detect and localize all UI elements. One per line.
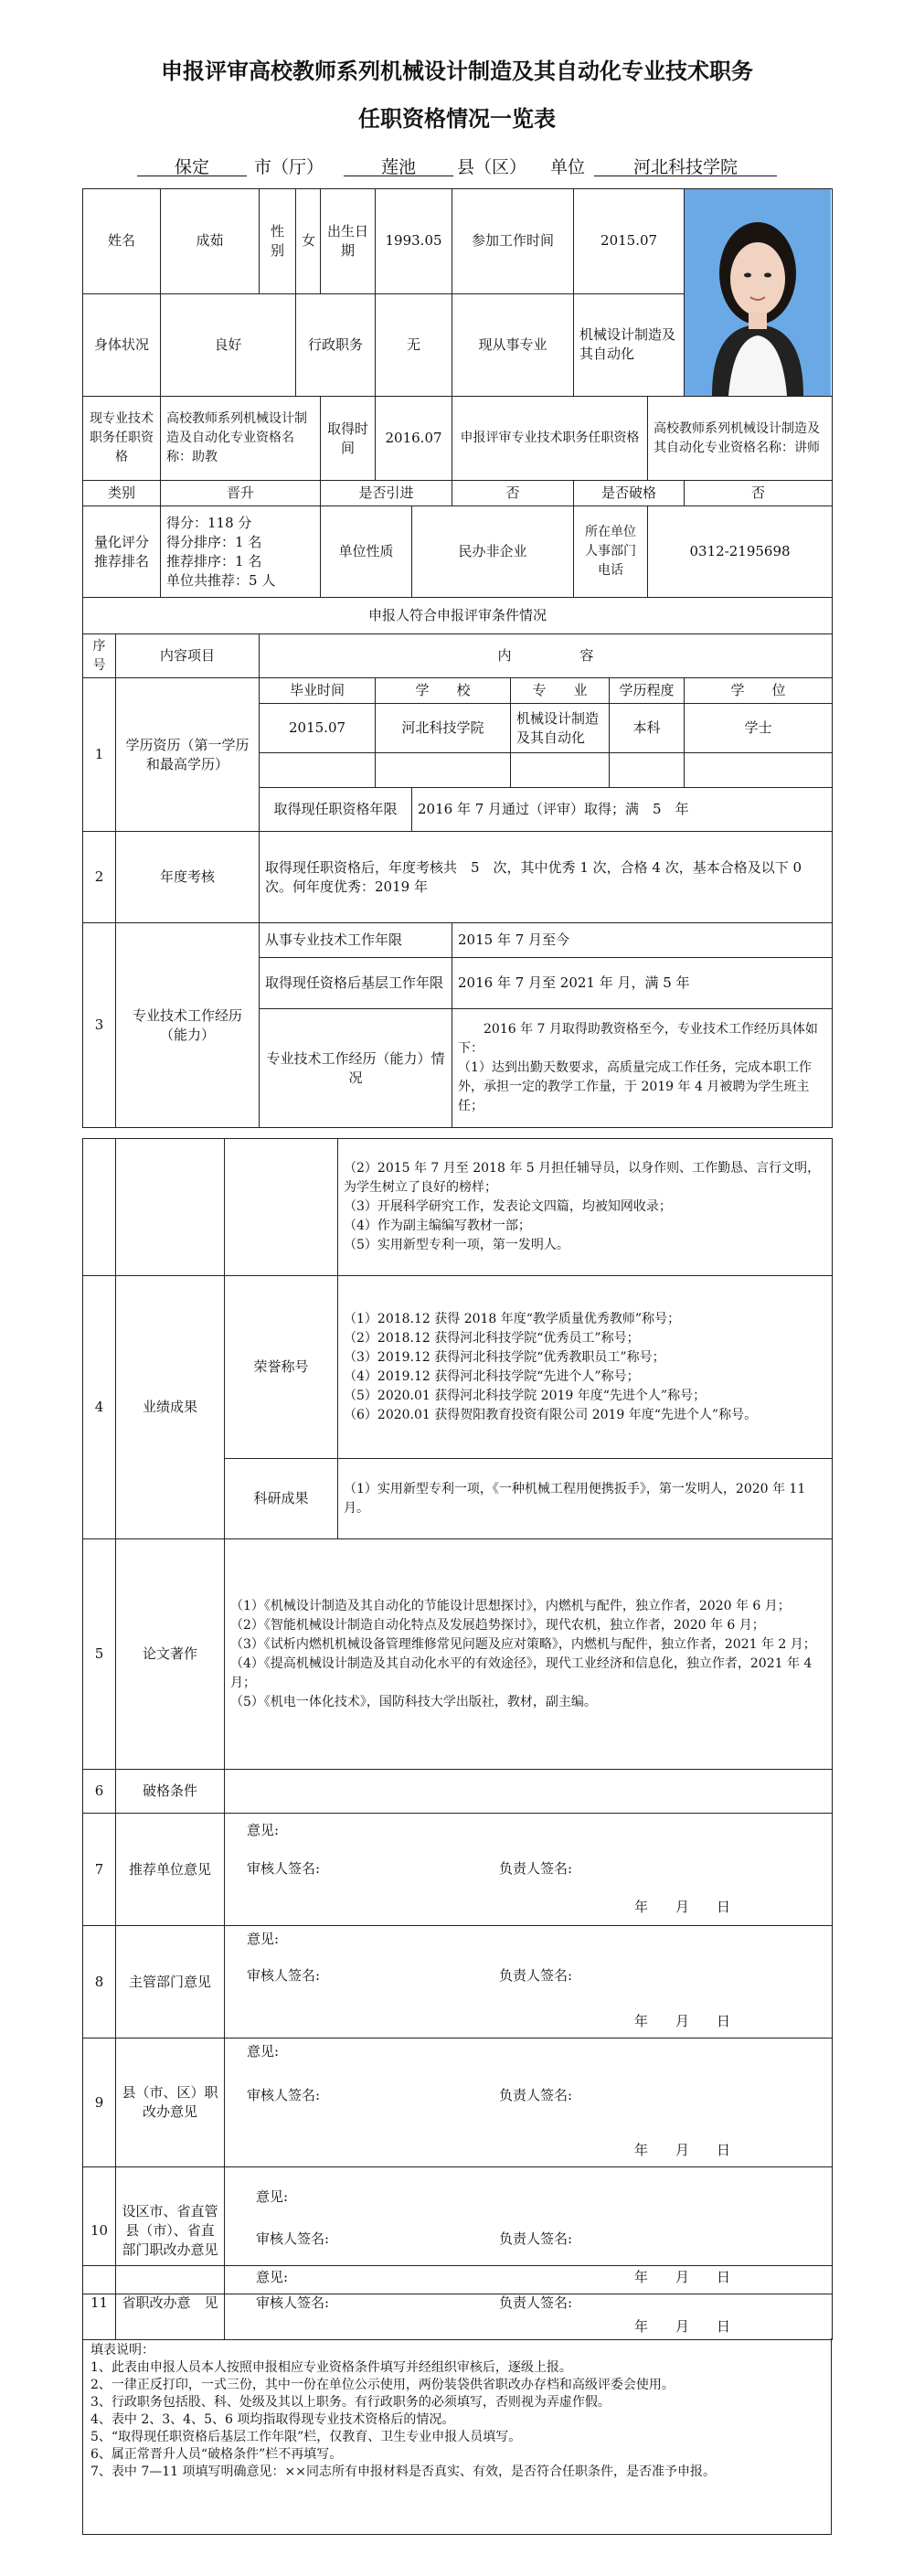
achievements-table	[82, 1138, 833, 2294]
signature-area	[225, 1926, 833, 2038]
signature-area	[225, 1814, 833, 1926]
row-no: 4	[83, 1276, 116, 1539]
score-line: 单位共推荐：5 人	[166, 571, 276, 589]
exception-value: 否	[685, 481, 833, 506]
nature-label: 单位性质	[321, 506, 412, 598]
city-suffix: 市（厅）	[254, 157, 324, 177]
unit-line	[137, 154, 777, 179]
honor-item: （2）2018.12 获得河北科技学院“优秀员工”称号；	[344, 1330, 640, 1346]
signature-area	[225, 2266, 833, 2340]
papers-list	[225, 1539, 833, 1770]
row-no: 6	[83, 1770, 116, 1814]
work-label: 参加工作时间	[452, 189, 574, 294]
exp-grass-value: 2016 年 7 月至 2021 年 月，满 5 年	[452, 958, 833, 1009]
form-title-line1: 申报评审高校教师系列机械设计制造及其自动化专业技术职务	[161, 59, 753, 84]
exp-label: 专业技术工作经历（能力）	[116, 923, 260, 1128]
exp-years-label: 从事专业技术工作年限	[260, 923, 452, 958]
exp-ability-cont	[338, 1139, 833, 1276]
work-value: 2015.07	[574, 189, 685, 294]
row-no: 10	[83, 2167, 116, 2294]
instruction-item: 6、属正常晋升人员“破格条件”栏不再填写。	[90, 2447, 343, 2462]
leader-signature: 负责人签名:	[499, 1860, 573, 1877]
paper-item: （4）《提高机械设计制造及其自动化水平的有效途径》，现代工业经济和信息化，独立作者，2021 年 4 月；	[230, 1655, 813, 1690]
instruction-item: 7、表中 7—11 项填写明确意见：××同志所有申报材料是否真实、有效，是否符合任职条件，是否准予申报。	[90, 2464, 716, 2479]
reviewer-signature: 审核人签名:	[247, 2087, 321, 2103]
exp-grass-label: 取得现任资格后基层工作年限	[260, 958, 452, 1009]
header-no: 序号	[83, 634, 116, 678]
paper-item: （5）《机电一体化技术》，国防科技大学出版社，教材，副主编。	[230, 1694, 597, 1709]
papers-label: 论文著作	[116, 1539, 225, 1770]
opinion-label: 推荐单位意见	[116, 1814, 225, 1926]
health-label: 身体状况	[83, 293, 161, 396]
edu-label: 学历资历（第一学历和最高学历）	[116, 678, 260, 832]
exp-ability-label: 专业技术工作经历（能力）情况	[260, 1009, 452, 1128]
instructions-title: 填表说明：	[90, 2343, 154, 2358]
name-value: 成茹	[161, 189, 260, 294]
reviewer-signature: 审核人签名:	[247, 1967, 321, 1984]
paper-item: （3）《试析内燃机机械设备管理维修常见问题及应对策略》，内燃机与配件，独立作者，2021 年 2 月；	[230, 1636, 816, 1652]
edu-cell: 2015.07	[260, 704, 376, 753]
honor-item: （1）2018.12 获得 2018 年度“教学质量优秀教师”称号；	[344, 1311, 681, 1326]
date-line: 年 月 日	[634, 2269, 731, 2285]
opinion-label: 县（市、区）职改办意见	[116, 2038, 225, 2167]
opinion-label: 省职改办意 见	[116, 2266, 225, 2340]
obtain-value: 2016.07	[376, 397, 452, 481]
qual-value: 2016 年 7 月通过（评审）取得；满 5 年	[412, 788, 833, 832]
ability-line: 2016 年 7 月取得助教资格至今，专业技术工作经历具体如下：	[458, 1022, 818, 1056]
research-text: （1）实用新型专利一项，《一种机械工程用便携扳手》，第一发明人，2020 年 11 月。	[338, 1459, 833, 1539]
row-no: 3	[83, 923, 116, 1128]
annual-label: 年度考核	[116, 832, 260, 923]
edu-cell: 机械设计制造及其自动化	[511, 704, 610, 753]
nature-value: 民办非企业	[412, 506, 574, 598]
exp-ability-text	[452, 1009, 833, 1128]
edu-cell: 本科	[610, 704, 685, 753]
opinion-row	[83, 1926, 833, 2038]
ability-line: （1）达到出勤天数要求，高质量完成工作任务，完成本职工作外，承担一定的教学工作量，于 2019 年 4 月被聘为学生班主任；	[458, 1060, 812, 1113]
edu-cell: 学士	[685, 704, 833, 753]
intro-label: 是否引进	[321, 481, 452, 506]
hr-phone-label: 所在单位人事部门电话	[574, 506, 648, 598]
main-info-table	[82, 188, 833, 1128]
reviewer-signature: 审核人签名:	[256, 2230, 330, 2247]
row-no: 1	[83, 678, 116, 832]
admin-value: 无	[376, 293, 452, 396]
row-no: 2	[83, 832, 116, 923]
qual-label: 取得现任职资格年限	[260, 788, 412, 832]
ability-line: （2）2015 年 7 月至 2018 年 5 月担任辅导员，以身作则、工作勤恳、言行文明，为学生树立了良好的榜样；	[344, 1161, 821, 1195]
name-label: 姓名	[83, 189, 161, 294]
instructions	[82, 2338, 832, 2535]
opinion-label: 主管部门意见	[116, 1926, 225, 2038]
header-content: 内 容	[260, 634, 833, 678]
row-no: 5	[83, 1539, 116, 1770]
category-value: 晋升	[161, 481, 321, 506]
leader-signature: 负责人签名:	[499, 1967, 573, 1984]
leader-signature: 负责人签名:	[499, 2294, 573, 2311]
current-title-value: 高校教师系列机械设计制造及自动化专业资格名称：助教	[161, 397, 321, 481]
id-photo	[685, 189, 833, 397]
reviewer-signature: 审核人签名:	[247, 1860, 321, 1877]
category-label: 类别	[83, 481, 161, 506]
honor-item: （3）2019.12 获得河北科技学院“优秀教职员工”称号；	[344, 1349, 665, 1365]
row-no: 9	[83, 2038, 116, 2167]
honor-list	[338, 1276, 833, 1459]
opinion-text: 意见:	[247, 1931, 280, 1947]
score-label: 量化评分推荐排名	[83, 506, 161, 598]
paper-item: （1）《机械设计制造及其自动化的节能设计思想探讨》，内燃机与配件，独立作者，2020 年 6 月；	[230, 1598, 791, 1613]
edu-col-header: 学历程度	[610, 678, 685, 704]
county-field: 莲池	[344, 154, 453, 176]
opinion-text: 意见:	[247, 2043, 280, 2060]
instruction-item: 4、表中 2、3、4、5、6 项均指取得现专业技术资格后的情况。	[90, 2412, 455, 2427]
hr-phone-value: 0312-2195698	[648, 506, 833, 598]
current-title-label: 现专业技术职务任职资格	[83, 397, 161, 481]
honor-item: （6）2020.01 获得贺阳教育投资有限公司 2019 年度“先进个人”称号。	[344, 1407, 758, 1422]
date-line: 年 月 日	[634, 1899, 731, 1915]
provincial-table	[82, 2265, 833, 2340]
score-block	[161, 506, 321, 598]
date-line: 年 月 日	[634, 2142, 731, 2158]
unit-label: 单位	[550, 157, 586, 177]
row-no: 7	[83, 1814, 116, 1926]
score-line: 得分：118 分	[166, 514, 252, 531]
score-line: 得分排序：1 名	[166, 533, 262, 550]
research-label: 科研成果	[225, 1459, 338, 1539]
paper-item: （2）《智能机械设计制造自动化特点及发展趋势探讨》，现代农机，独立作者，2020 年 6 月；	[230, 1617, 765, 1633]
honor-item: （4）2019.12 获得河北科技学院“先进个人”称号；	[344, 1368, 640, 1384]
instruction-item: 3、行政职务包括股、科、处级及其以上职务。有行政职务的必须填写，否则视为弄虚作假。	[90, 2395, 611, 2410]
exp-years-value: 2015 年 7 月至今	[452, 923, 833, 958]
form-title-line2: 任职资格情况一览表	[358, 106, 556, 132]
health-value: 良好	[161, 293, 296, 396]
date-line: 年 月 日	[634, 2318, 731, 2335]
instruction-item: 2、一律正反打印，一式三份，其中一份在单位公示使用，两份装袋供省职改办存档和高级评委会使用。	[90, 2378, 675, 2392]
leader-signature: 负责人签名:	[499, 2230, 573, 2247]
opinion-row	[83, 1814, 833, 1926]
unit-name-field: 河北科技学院	[594, 154, 777, 176]
instruction-item: 5、“取得现任职资格后基层工作年限”栏，仅教育、卫生专业申报人员填写。	[90, 2430, 522, 2444]
row-no: 11	[83, 2266, 116, 2340]
birth-label: 出生日期	[321, 189, 376, 294]
honor-label: 荣誉称号	[225, 1276, 338, 1459]
instruction-item: 1、此表由申报人员本人按照申报相应专业资格条件填写并经组织审核后，逐级上报。	[90, 2360, 572, 2375]
apply-label: 申报评审专业技术职务任职资格	[452, 397, 648, 481]
opinion-row	[83, 2266, 833, 2340]
obtain-label: 取得时间	[321, 397, 376, 481]
ability-line: （4）作为副主编编写教材一部；	[344, 1219, 531, 1233]
ability-line: （5）实用新型专利一项，第一发明人。	[344, 1238, 569, 1252]
section-title: 申报人符合申报评审条件情况	[83, 598, 833, 634]
opinion-text: 意见:	[247, 1822, 280, 1838]
major-value: 机械设计制造及其自动化	[574, 293, 685, 396]
gender-label: 性别	[260, 189, 296, 294]
admin-label: 行政职务	[296, 293, 376, 396]
opinion-label: 设区市、省直管县（市）、省直部门职改办意见	[116, 2167, 225, 2294]
edu-col-header: 毕业时间	[260, 678, 376, 704]
leader-signature: 负责人签名:	[499, 2087, 573, 2103]
gender-value: 女	[296, 189, 321, 294]
perf-label: 业绩成果	[116, 1276, 225, 1539]
score-line: 推荐排序：1 名	[166, 552, 262, 569]
portrait-photo	[685, 189, 831, 396]
opinion-row	[83, 2038, 833, 2167]
honor-item: （5）2020.01 获得河北科技学院 2019 年度“先进个人”称号；	[344, 1388, 707, 1403]
major-label: 现从事专业	[452, 293, 574, 396]
header-item: 内容项目	[116, 634, 260, 678]
intro-value: 否	[452, 481, 574, 506]
apply-value: 高校教师系列机械设计制造及其自动化专业资格名称：讲师	[648, 397, 833, 481]
birth-value: 1993.05	[376, 189, 452, 294]
signature-area	[225, 2038, 833, 2167]
exception-label: 是否破格	[574, 481, 685, 506]
edu-cell: 河北科技学院	[376, 704, 511, 753]
exception-cond-label: 破格条件	[116, 1770, 225, 1814]
opinion-text: 意见:	[256, 2188, 289, 2205]
edu-col-header: 学 位	[685, 678, 833, 704]
county-suffix: 县（区）	[457, 157, 527, 177]
edu-col-header: 专 业	[511, 678, 610, 704]
annual-text: 取得现任职资格后，年度考核共 5 次，其中优秀 1 次，合格 4 次，基本合格及以下 0 次。何年度优秀：2019 年	[260, 832, 833, 923]
city-field: 保定	[137, 154, 247, 176]
edu-col-header: 学 校	[376, 678, 511, 704]
date-line: 年 月 日	[634, 2013, 731, 2029]
reviewer-signature: 审核人签名:	[256, 2294, 330, 2311]
ability-line: （3）开展科学研究工作，发表论文四篇，均被知网收录；	[344, 1199, 672, 1214]
opinion-text: 意见:	[256, 2269, 289, 2285]
row-no: 8	[83, 1926, 116, 2038]
